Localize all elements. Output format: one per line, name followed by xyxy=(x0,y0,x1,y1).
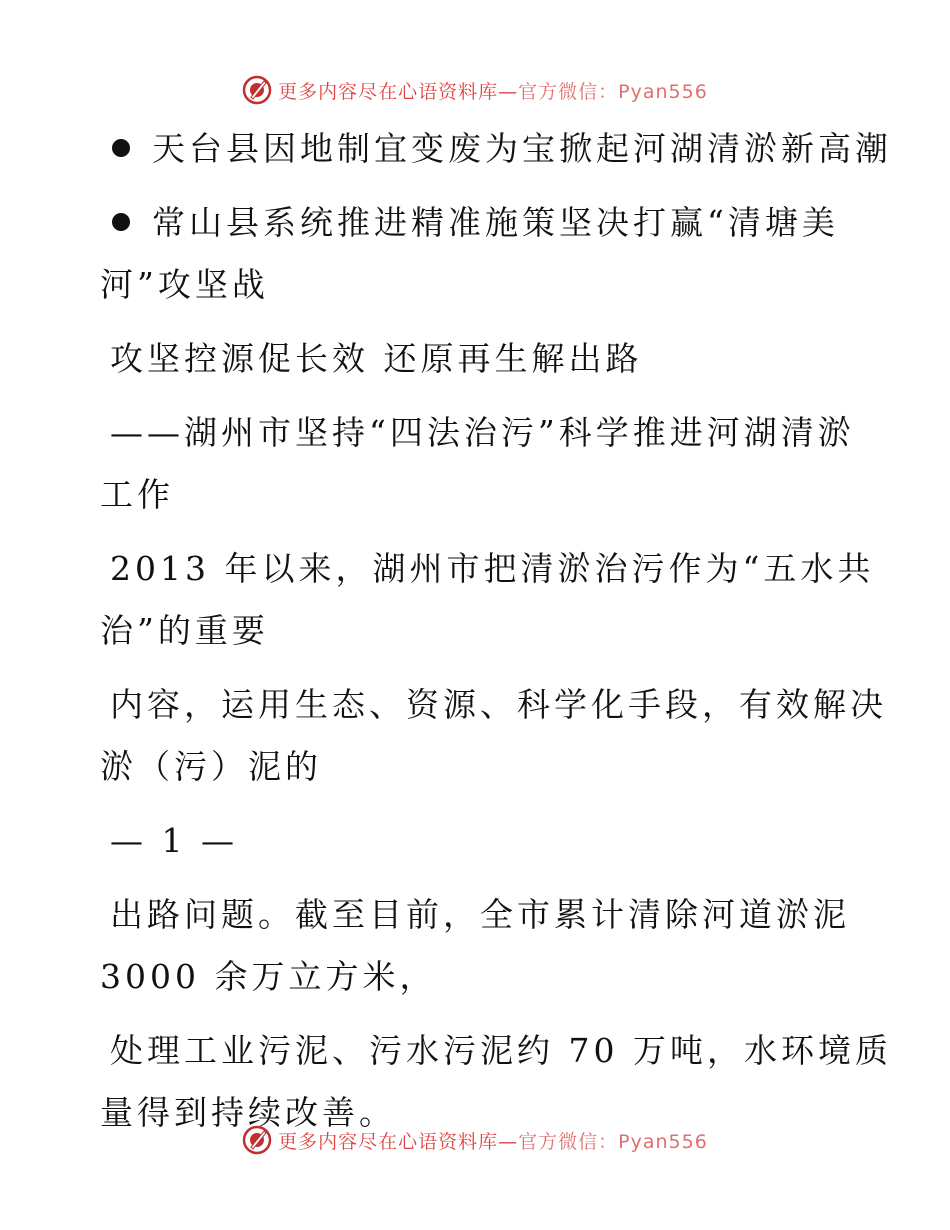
banner-separator: — xyxy=(498,1130,519,1153)
header-watermark xyxy=(0,70,950,110)
bullet-item-2: 常山县系统推进精准施策坚决打赢“清塘美 xyxy=(100,192,840,254)
footer-watermark xyxy=(0,1120,950,1160)
paragraph-4-cont: 量得到持续改善。 xyxy=(100,1093,396,1132)
paragraph-3: 出路问题。截至目前，全市累计清除河道淤泥 xyxy=(110,895,850,934)
article-subtitle-cont: 工作 xyxy=(100,475,174,514)
banner-text xyxy=(278,1127,708,1154)
paragraph-3-cont: 3000 余万立方米， xyxy=(100,957,437,996)
page-number: — 1 — xyxy=(110,821,238,860)
article-subtitle: ——湖州市坚持“四法治污”科学推进河湖清淤 xyxy=(110,413,855,452)
paragraph-1: 2013 年以来，湖州市把清淤治污作为“五水共 xyxy=(110,549,875,588)
article-title: 攻坚控源促长效 还原再生解出路 xyxy=(110,339,643,378)
document-body xyxy=(100,118,892,1144)
banner-wechat: 官方微信：Pyan556 xyxy=(518,1130,708,1153)
paragraph-1-cont: 治”的重要 xyxy=(100,611,269,650)
paragraph-4: 处理工业污泥、污水污泥约 70 万吨，水环境质 xyxy=(110,1031,892,1070)
banner-text xyxy=(278,77,708,104)
bullet-item-1: 天台县因地制宜变废为宝掀起河湖清淤新高潮 xyxy=(100,118,840,180)
banner-slogan: 更多内容尽在心语资料库 xyxy=(278,1130,499,1153)
logo-icon xyxy=(242,75,272,105)
paragraph-2: 内容，运用生态、资源、科学化手段，有效解决 xyxy=(110,685,887,724)
bullet-icon xyxy=(112,139,130,157)
banner-wechat: 官方微信：Pyan556 xyxy=(518,80,708,103)
bullet-icon xyxy=(112,213,130,231)
banner-slogan: 更多内容尽在心语资料库 xyxy=(278,80,499,103)
banner-separator: — xyxy=(498,80,519,103)
paragraph-2-cont: 淤（污）泥的 xyxy=(100,747,322,786)
logo-icon xyxy=(242,1125,272,1155)
bullet-item-2-cont: 河”攻坚战 xyxy=(100,265,269,304)
